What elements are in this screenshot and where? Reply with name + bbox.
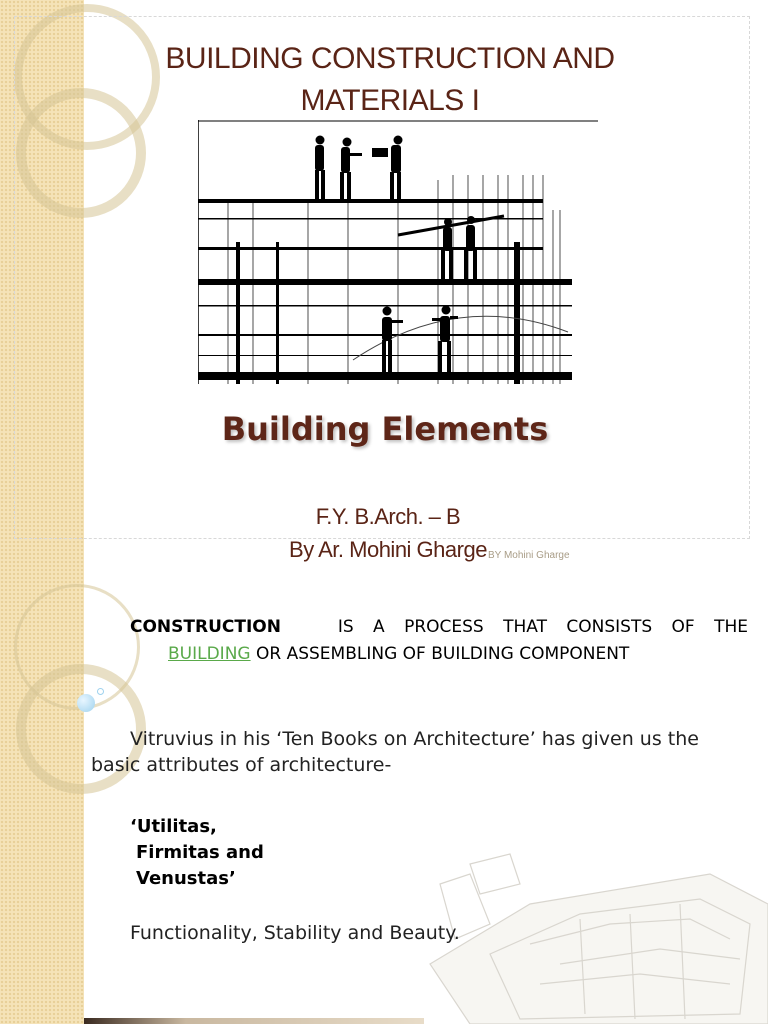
class-line: F.Y. B.Arch. – B — [315, 504, 461, 529]
attribute-venustas: Venustas’ — [136, 868, 236, 889]
construction-term: CONSTRUCTION — [130, 617, 281, 637]
vitruvius-line1: Vitruvius in his ‘Ten Books on Architecture’ has given us the — [130, 728, 699, 750]
author-watermark: BY Mohini Gharge — [488, 550, 570, 561]
bottom-image-strip — [84, 1018, 424, 1024]
definition-text-continued: OR ASSEMBLING OF BUILDING COMPONENT — [256, 644, 630, 664]
title-line-1: BUILDING CONSTRUCTION AND — [165, 42, 615, 75]
title-line-2: MATERIALS I — [300, 84, 480, 117]
slide-2 — [0, 576, 768, 1024]
building-sketch-illustration — [410, 844, 768, 1024]
construction-workers-illustration — [198, 120, 598, 388]
attribute-utilitas: ‘Utilitas, — [130, 816, 217, 837]
definition-text: IS A PROCESS THAT CONSISTS OF THE — [337, 617, 748, 637]
author-line: By Ar. Mohini Gharge — [289, 537, 487, 562]
decorative-bubble — [97, 688, 104, 695]
construction-definition-line2 — [168, 644, 629, 664]
vitruvius-line2: basic attributes of architecture- — [91, 754, 392, 776]
slide-subtitle: Building Elements — [221, 410, 549, 448]
construction-definition-line1 — [130, 617, 748, 637]
building-link[interactable]: BUILDING — [168, 644, 251, 664]
attribute-firmitas: Firmitas and — [136, 842, 264, 863]
decorative-bubble — [77, 694, 95, 712]
slide-title — [120, 38, 660, 122]
attributes-meaning: Functionality, Stability and Beauty. — [130, 922, 460, 944]
